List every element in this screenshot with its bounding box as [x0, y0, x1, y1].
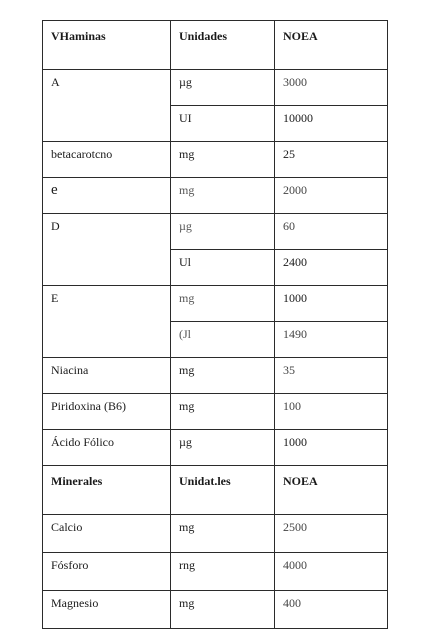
vitamin-limit: 25 [275, 142, 388, 178]
vitamin-unit: UI [171, 106, 275, 142]
minerals-header-limit: NOEA [275, 466, 388, 515]
vitamin-limit: 2400 [275, 250, 388, 286]
mineral-row-calcio [43, 515, 388, 553]
vitamin-name-niacina: Niacina [43, 358, 171, 394]
vitamin-unit: µg [171, 70, 275, 106]
vitamin-unit: (Jl [171, 322, 275, 358]
minerals-header-unit: Unidat.les [171, 466, 275, 515]
vitamin-unit: mg [171, 286, 275, 322]
vitamin-row-a-1 [43, 70, 388, 106]
vitamin-row-niacina [43, 358, 388, 394]
vitamin-unit: mg [171, 178, 275, 214]
vitamin-limit: 1490 [275, 322, 388, 358]
vitamin-unit: µg [171, 430, 275, 466]
mineral-row-fosforo [43, 553, 388, 591]
vitamin-unit: µg [171, 214, 275, 250]
vitamin-row-piridoxina [43, 394, 388, 430]
vitamin-limit: 60 [275, 214, 388, 250]
vitamin-unit: mg [171, 142, 275, 178]
vitamins-header-limit: NOEA [275, 21, 388, 70]
mineral-name: Calcio [43, 515, 171, 553]
mineral-unit: mg [171, 591, 275, 629]
vitamin-limit: 1000 [275, 286, 388, 322]
vitamin-row-betacaroteno [43, 142, 388, 178]
vitamin-name-e: E [43, 286, 171, 358]
nutrient-limits-table [42, 20, 388, 629]
vitamin-limit: 10000 [275, 106, 388, 142]
vitamin-unit: mg [171, 358, 275, 394]
vitamin-limit: 35 [275, 358, 388, 394]
vitamin-name-betacaroteno: betacarotcno [43, 142, 171, 178]
vitamin-row-e-1 [43, 286, 388, 322]
vitamin-limit: 100 [275, 394, 388, 430]
vitamin-limit: 3000 [275, 70, 388, 106]
mineral-unit: rng [171, 553, 275, 591]
vitamin-name-a: A [43, 70, 171, 142]
mineral-limit: 400 [275, 591, 388, 629]
vitamins-header-name: VHaminas [43, 21, 171, 70]
mineral-row-magnesio [43, 591, 388, 629]
minerals-header-name: Minerales [43, 466, 171, 515]
vitamin-row-c [43, 178, 388, 214]
vitamin-limit: 2000 [275, 178, 388, 214]
mineral-limit: 4000 [275, 553, 388, 591]
minerals-header-row [43, 466, 388, 515]
mineral-unit: mg [171, 515, 275, 553]
vitamin-row-d-1 [43, 214, 388, 250]
vitamin-limit: 1000 [275, 430, 388, 466]
vitamin-unit: mg [171, 394, 275, 430]
vitamin-name-piridoxina: Piridoxina (B6) [43, 394, 171, 430]
vitamins-header-row [43, 21, 388, 70]
vitamin-unit: Ul [171, 250, 275, 286]
vitamin-row-acido-folico [43, 430, 388, 466]
vitamin-name-c: e [43, 178, 171, 214]
mineral-name: Fósforo [43, 553, 171, 591]
mineral-name: Magnesio [43, 591, 171, 629]
vitamin-name-d: D [43, 214, 171, 286]
mineral-limit: 2500 [275, 515, 388, 553]
vitamin-name-acido-folico: Ácido Fólico [43, 430, 171, 466]
vitamins-header-unit: Unidades [171, 21, 275, 70]
